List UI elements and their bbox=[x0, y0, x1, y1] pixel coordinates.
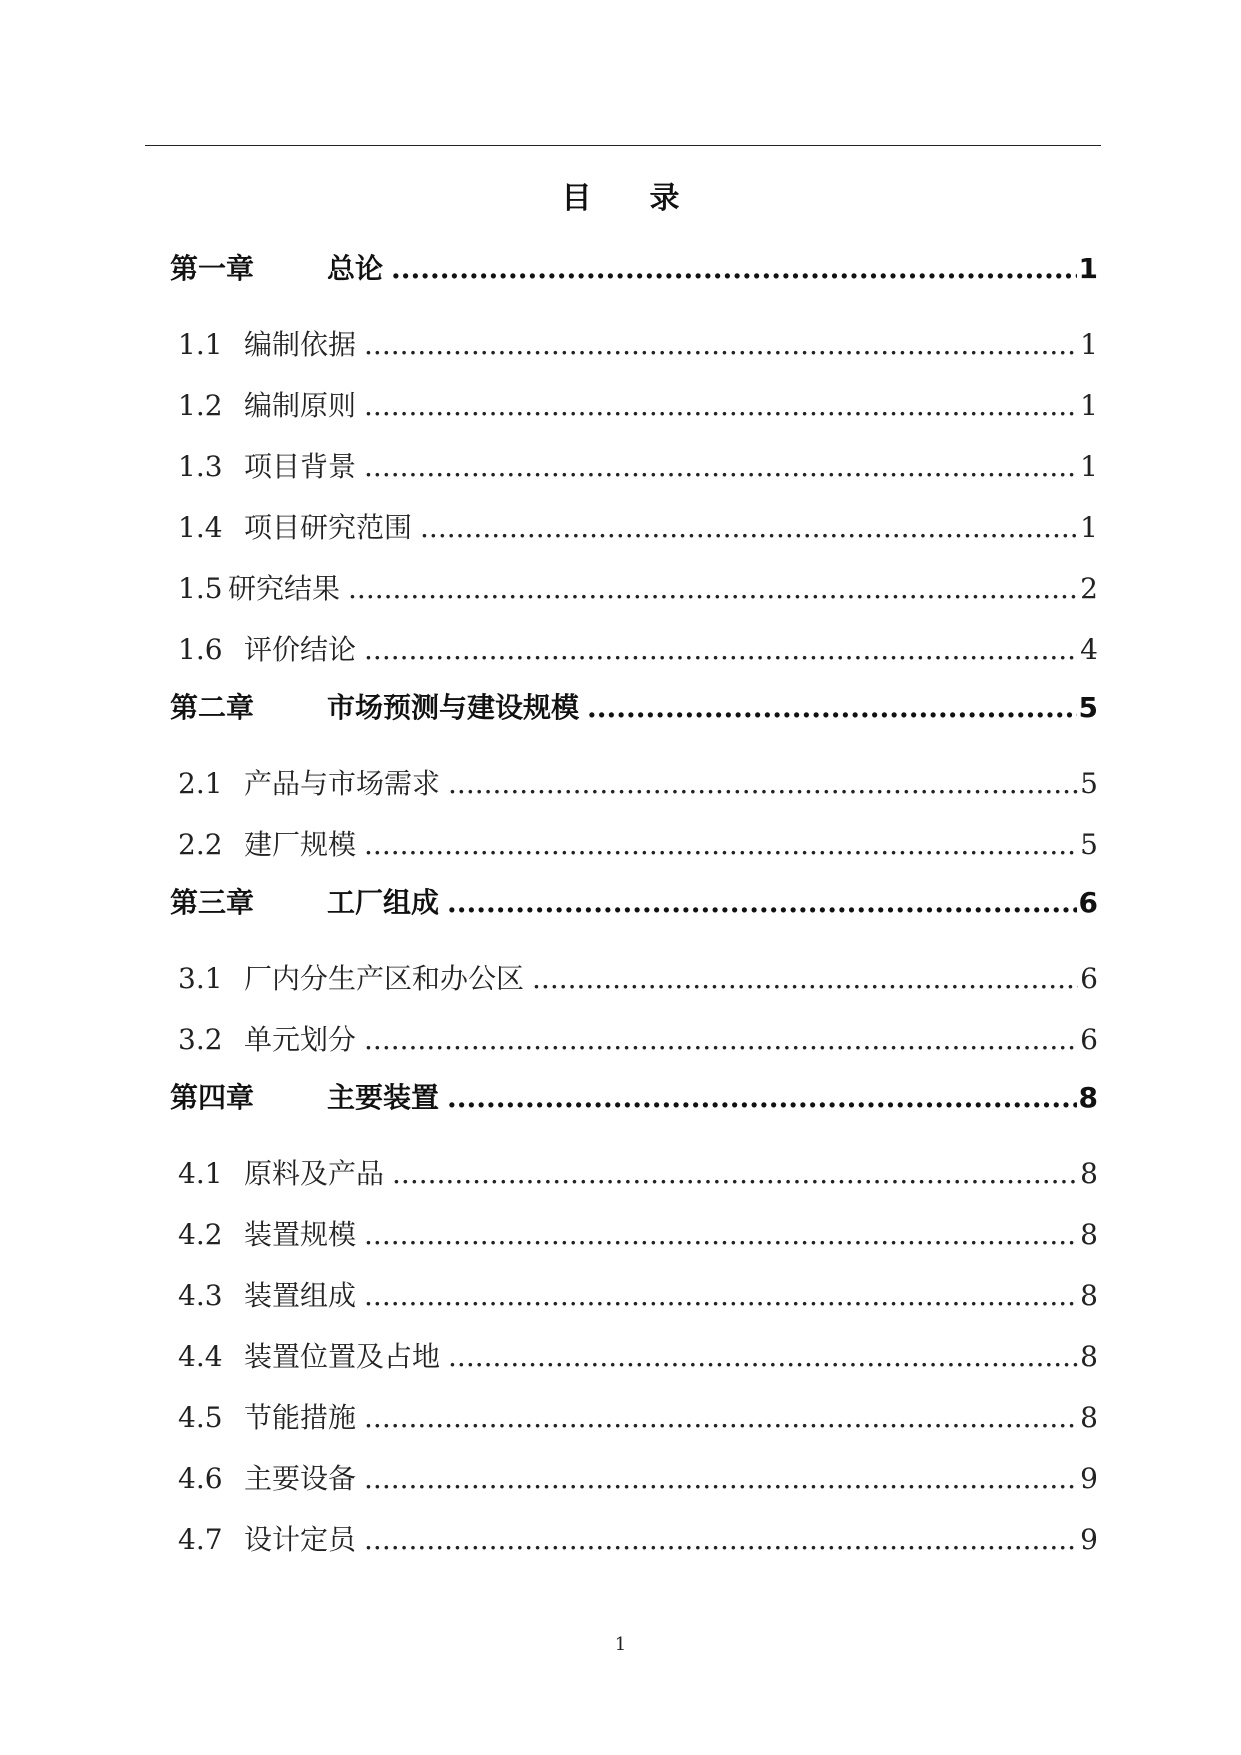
dot-leader bbox=[448, 1333, 1078, 1381]
page-number: 9 bbox=[1080, 1523, 1098, 1556]
chapter-number: 第一章 bbox=[170, 252, 255, 285]
section-title: 评价结论 bbox=[244, 633, 357, 666]
toc-section-1-3[interactable] bbox=[170, 443, 1098, 504]
dot-leader bbox=[364, 821, 1078, 869]
section-title: 产品与市场需求 bbox=[244, 767, 441, 800]
dot-leader bbox=[364, 1272, 1078, 1320]
toc-title bbox=[0, 176, 1241, 222]
section-number: 2.1 bbox=[178, 767, 223, 800]
section-title: 装置组成 bbox=[244, 1279, 357, 1312]
section-number: 1.2 bbox=[178, 389, 223, 422]
chapter-title: 主要装置 bbox=[327, 1081, 440, 1114]
dot-leader bbox=[364, 1455, 1078, 1503]
page-number: 5 bbox=[1078, 691, 1098, 724]
page-number: 8 bbox=[1080, 1340, 1098, 1373]
toc-chapter-2[interactable] bbox=[170, 687, 1098, 760]
page-number: 8 bbox=[1080, 1218, 1098, 1251]
page-number: 2 bbox=[1080, 572, 1098, 605]
section-number: 1.1 bbox=[178, 328, 223, 361]
page-number: 5 bbox=[1080, 767, 1098, 800]
chapter-title: 工厂组成 bbox=[327, 886, 440, 919]
toc-title-left: 目 bbox=[561, 181, 592, 216]
toc-section-4-6[interactable] bbox=[170, 1455, 1098, 1516]
dot-leader bbox=[587, 687, 1077, 729]
toc-chapter-4[interactable] bbox=[170, 1077, 1098, 1150]
toc-section-4-2[interactable] bbox=[170, 1211, 1098, 1272]
toc-section-1-4[interactable] bbox=[170, 504, 1098, 565]
section-title: 项目研究范围 bbox=[244, 511, 413, 544]
page-number: 6 bbox=[1080, 962, 1098, 995]
section-number: 1.5 bbox=[178, 572, 223, 605]
footer-page-number: 1 bbox=[614, 1634, 627, 1655]
page-number: 4 bbox=[1080, 633, 1098, 666]
page-number: 8 bbox=[1080, 1279, 1098, 1312]
toc-chapter-1[interactable] bbox=[170, 248, 1098, 321]
page-number: 1 bbox=[1080, 389, 1098, 422]
toc-section-1-1[interactable] bbox=[170, 321, 1098, 382]
section-number: 4.1 bbox=[178, 1157, 223, 1190]
section-title: 研究结果 bbox=[228, 572, 341, 605]
dot-leader bbox=[532, 955, 1078, 1003]
header-rule bbox=[145, 145, 1101, 146]
page-number: 1 bbox=[1080, 450, 1098, 483]
toc-section-4-4[interactable] bbox=[170, 1333, 1098, 1394]
page-number: 8 bbox=[1080, 1157, 1098, 1190]
toc-section-4-5[interactable] bbox=[170, 1394, 1098, 1455]
dot-leader bbox=[364, 321, 1078, 369]
toc-section-2-1[interactable] bbox=[170, 760, 1098, 821]
section-number: 1.3 bbox=[178, 450, 223, 483]
dot-leader bbox=[364, 1211, 1078, 1259]
toc-section-4-1[interactable] bbox=[170, 1150, 1098, 1211]
dot-leader bbox=[391, 248, 1077, 290]
section-number: 3.1 bbox=[178, 962, 223, 995]
section-number: 2.2 bbox=[178, 828, 223, 861]
section-title: 装置规模 bbox=[244, 1218, 357, 1251]
dot-leader bbox=[348, 565, 1078, 613]
dot-leader bbox=[364, 1394, 1078, 1442]
section-number: 4.7 bbox=[178, 1523, 223, 1556]
page-number: 9 bbox=[1080, 1462, 1098, 1495]
section-number: 4.4 bbox=[178, 1340, 223, 1373]
section-title: 项目背景 bbox=[244, 450, 357, 483]
dot-leader bbox=[364, 1016, 1078, 1064]
dot-leader bbox=[447, 1077, 1077, 1119]
toc-section-1-6[interactable] bbox=[170, 626, 1098, 687]
toc-section-4-7[interactable] bbox=[170, 1516, 1098, 1577]
section-title: 主要设备 bbox=[244, 1462, 357, 1495]
section-number: 1.6 bbox=[178, 633, 223, 666]
section-title: 编制原则 bbox=[244, 389, 357, 422]
section-number: 4.6 bbox=[178, 1462, 223, 1495]
dot-leader bbox=[364, 443, 1078, 491]
toc-section-3-2[interactable] bbox=[170, 1016, 1098, 1077]
section-title: 建厂规模 bbox=[244, 828, 357, 861]
page-number: 1 bbox=[1080, 511, 1098, 544]
section-number: 4.5 bbox=[178, 1401, 223, 1434]
chapter-number: 第三章 bbox=[170, 886, 255, 919]
section-title: 原料及产品 bbox=[244, 1157, 385, 1190]
chapter-number: 第四章 bbox=[170, 1081, 255, 1114]
page-number: 6 bbox=[1078, 886, 1098, 919]
section-title: 编制依据 bbox=[244, 328, 357, 361]
toc-section-1-5[interactable] bbox=[170, 565, 1098, 626]
section-number: 3.2 bbox=[178, 1023, 223, 1056]
dot-leader bbox=[448, 760, 1078, 808]
section-title: 装置位置及占地 bbox=[244, 1340, 441, 1373]
page-number: 8 bbox=[1078, 1081, 1098, 1114]
page-number: 1 bbox=[1080, 328, 1098, 361]
section-number: 4.2 bbox=[178, 1218, 223, 1251]
chapter-title: 市场预测与建设规模 bbox=[327, 691, 580, 724]
table-of-contents bbox=[170, 248, 1098, 1577]
dot-leader bbox=[364, 626, 1078, 674]
section-title: 厂内分生产区和办公区 bbox=[244, 962, 525, 995]
chapter-title: 总论 bbox=[327, 252, 384, 285]
toc-title-right: 录 bbox=[649, 181, 680, 216]
section-title: 设计定员 bbox=[244, 1523, 357, 1556]
dot-leader bbox=[420, 504, 1078, 552]
section-number: 4.3 bbox=[178, 1279, 223, 1312]
toc-section-3-1[interactable] bbox=[170, 955, 1098, 1016]
toc-section-4-3[interactable] bbox=[170, 1272, 1098, 1333]
toc-section-2-2[interactable] bbox=[170, 821, 1098, 882]
section-title: 节能措施 bbox=[244, 1401, 357, 1434]
section-title: 单元划分 bbox=[244, 1023, 357, 1056]
chapter-number: 第二章 bbox=[170, 691, 255, 724]
dot-leader bbox=[447, 882, 1077, 924]
toc-section-1-2[interactable] bbox=[170, 382, 1098, 443]
page-number: 8 bbox=[1080, 1401, 1098, 1434]
page-number: 1 bbox=[1078, 252, 1098, 285]
page-number: 5 bbox=[1080, 828, 1098, 861]
toc-chapter-3[interactable] bbox=[170, 882, 1098, 955]
section-number: 1.4 bbox=[178, 511, 223, 544]
dot-leader bbox=[364, 382, 1078, 430]
dot-leader bbox=[364, 1516, 1078, 1564]
dot-leader bbox=[392, 1150, 1078, 1198]
page-number: 6 bbox=[1080, 1023, 1098, 1056]
